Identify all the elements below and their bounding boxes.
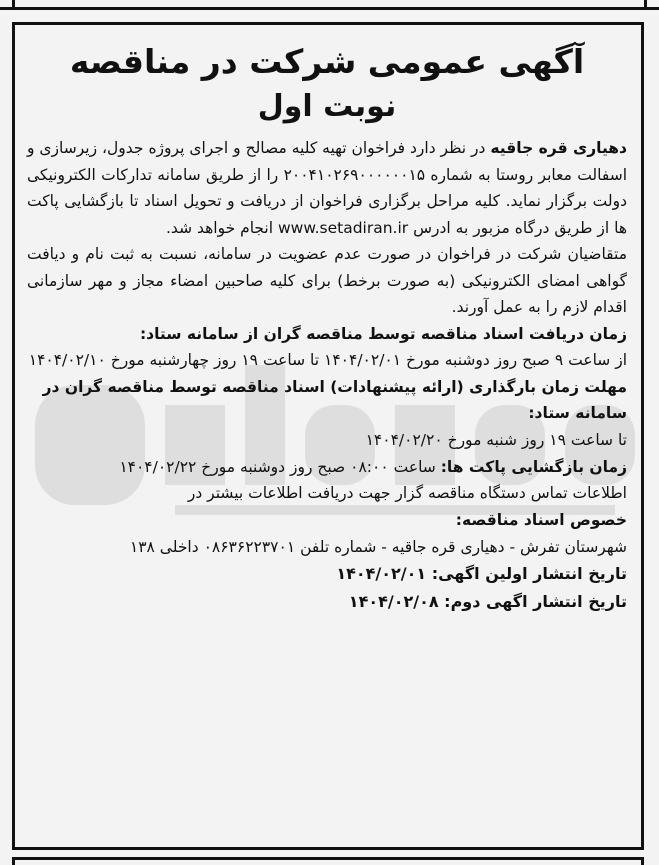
organizer-name: دهیاری قره جاقیه: [490, 139, 627, 157]
second-publish-date: تاریخ انتشار اگهی دوم: ۱۴۰۴/۰۲/۰۸: [348, 592, 627, 611]
tender-notice-box: [12, 22, 644, 850]
setadiran-url: www.setadiran.ir: [278, 218, 409, 237]
first-publish-date: تاریخ انتشار اولین اگهی: ۱۴۰۴/۰۲/۰۱: [336, 564, 627, 583]
deadline-text: تا ساعت ۱۹ روز شنبه مورخ ۱۴۰۴/۰۲/۲۰: [365, 430, 627, 449]
intro-text-end: انجام خواهد شد.: [166, 218, 274, 237]
notice-title: آگهی عمومی شرکت در مناقصه: [69, 42, 585, 81]
notice-subtitle: نوبت اول: [257, 89, 397, 124]
notice-content: [27, 35, 627, 841]
deadline-heading: مهلت زمان بارگذاری (ارائه پیشنهادات) اسناد مناقصه توسط مناقصه گران در سامانه ستاد:: [42, 377, 627, 422]
opening-paragraph: [27, 454, 627, 481]
intro-text: در نظر دارد فراخوان تهیه کلیه مصالح و اجرای پروژه جدول، زیرسازی و اسفالت معابر روستا به شماره ۲۰۰۴۱۰۲۶۹۰۰۰۰۰۰۱۵ را از طریق سامانه تدارکات الکترونیکی دولت برگزار نماید. کلیه مراحل برگزاری فراخوان از دریافت و تحویل اسناد تا بازگشایی پاکت ها از طریق درگاه مزبور به ادرس: [27, 139, 628, 237]
receive-docs-heading: زمان دریافت اسناد مناقصه توسط مناقصه گران از سامانه ستاد:: [139, 324, 627, 343]
next-ad-border: [12, 857, 644, 865]
opening-label: زمان بازگشایی پاکت ها:: [440, 457, 627, 476]
membership-paragraph: متقاضیان شرکت در فراخوان در صورت عدم عضویت در سامانه، نسبت به ثبت نام و دیافت گواهی امضای الکترونیکی (به صورت برخط) برای کلیه صاحبین امضاء مجاز و مهر سازمانی اقدام لازم را به عمل آورند.: [27, 245, 627, 316]
contact-intro: اطلاعات تماس دستگاه مناقصه گزار جهت دریافت اطلاعات بیشتر در: [187, 484, 627, 502]
contact-heading: خصوص اسناد مناقصه:: [455, 511, 627, 529]
intro-paragraph: [27, 135, 627, 241]
contact-text: شهرستان تفرش - دهیاری قره جاقیه - شماره تلفن ۰۸۶۳۶۲۲۳۷۰۱ داخلی ۱۳۸: [129, 537, 627, 556]
opening-text: ساعت ۰۸:۰۰ صبح روز دوشنبه مورخ ۱۴۰۴/۰۲/۲۲: [119, 457, 436, 476]
receive-docs-text: از ساعت ۹ صبح روز دوشنبه مورخ ۱۴۰۴/۰۲/۰۱ تا ساعت ۱۹ روز چهارشنبه مورخ ۱۴۰۴/۰۲/۱۰: [28, 351, 627, 369]
previous-ad-border: [0, 0, 659, 10]
